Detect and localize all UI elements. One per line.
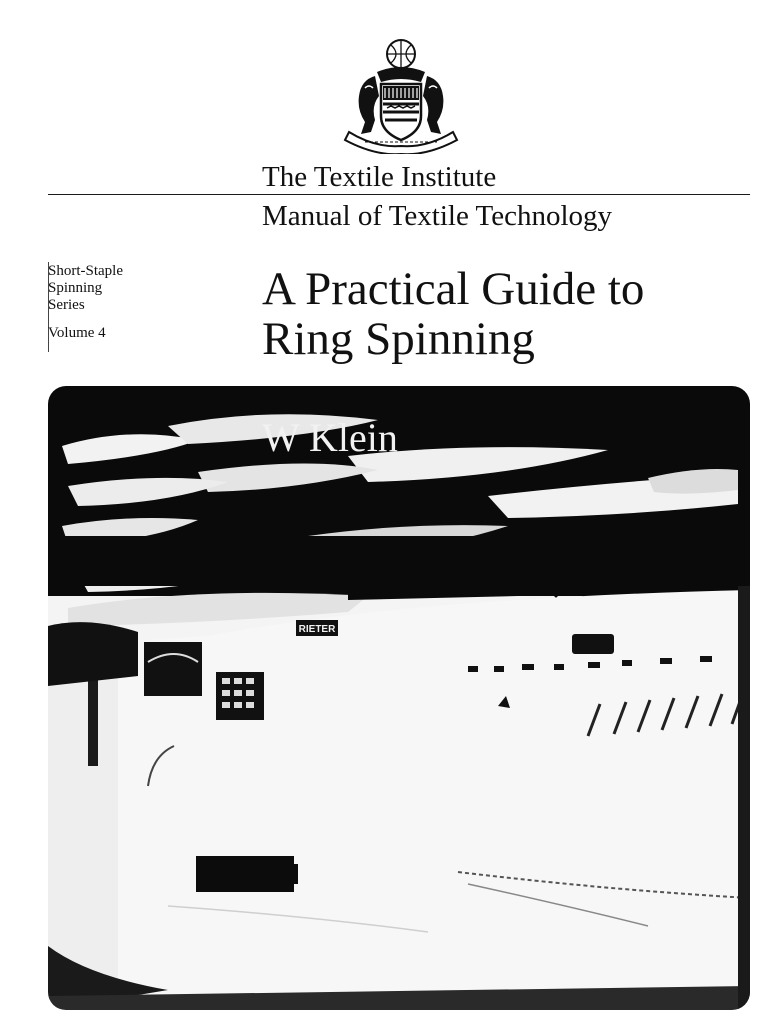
series-info (48, 263, 123, 342)
machine-brand-plate: RIETER (298, 624, 336, 635)
series-line-2: Spinning (48, 280, 103, 296)
author-name: W Klein (262, 415, 398, 460)
series-line-3: Series (48, 297, 85, 313)
book-title-line-1: A Practical Guide to (262, 263, 645, 315)
institute-name: The Textile Institute (262, 161, 497, 193)
book-title-line-2: Ring Spinning (262, 313, 535, 365)
series-line-1: Short-Staple (48, 263, 123, 279)
series-volume: Volume 4 (48, 325, 106, 341)
cover-photo (48, 386, 750, 1010)
manual-title: Manual of Textile Technology (262, 200, 613, 232)
book-title (262, 264, 644, 364)
header-divider (48, 194, 750, 195)
coat-of-arms-icon (335, 36, 467, 154)
spinning-machine-photo (48, 386, 750, 1010)
